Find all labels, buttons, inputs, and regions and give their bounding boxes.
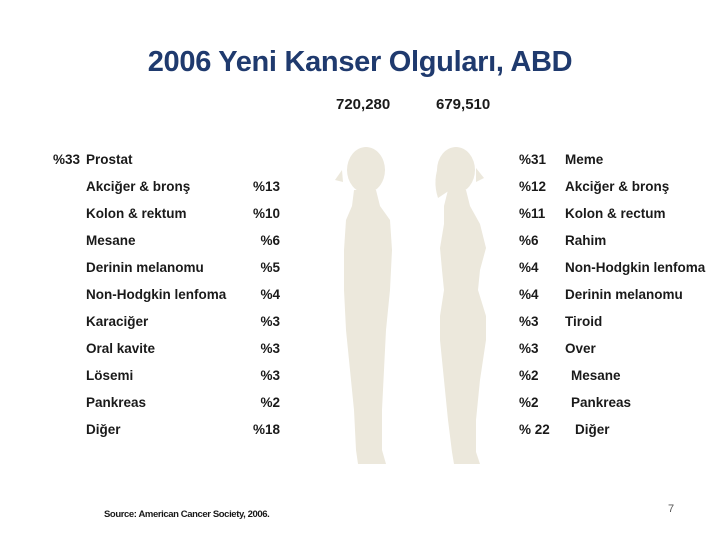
list-item: Mesane %6: [86, 233, 280, 248]
male-total-count: 720,280: [336, 96, 391, 113]
list-item: Akciğer & bronş %13: [86, 179, 280, 194]
list-item: Derinin melanomu %5: [86, 260, 280, 275]
list-item: Karaciğer %3: [86, 314, 280, 329]
female-total-count: 679,510: [436, 96, 491, 113]
source-citation: Source: American Cancer Society, 2006.: [104, 509, 270, 520]
female-silhouette-icon: [435, 147, 486, 464]
list-item: Pankreas %2: [86, 395, 280, 410]
body-silhouettes-figure: [320, 140, 510, 470]
list-item: Kolon & rektum %10: [86, 206, 280, 221]
list-item: Diğer %18: [86, 422, 280, 437]
list-item: Oral kavite %3: [86, 341, 280, 356]
slide-title: 2006 Yeni Kanser Olguları, ABD: [147, 46, 573, 78]
list-item: Lösemi %3: [86, 368, 280, 383]
page-number: 7: [668, 503, 675, 515]
list-item: Non-Hodgkin lenfoma %4: [86, 287, 280, 302]
male-silhouette-icon: [335, 147, 392, 464]
